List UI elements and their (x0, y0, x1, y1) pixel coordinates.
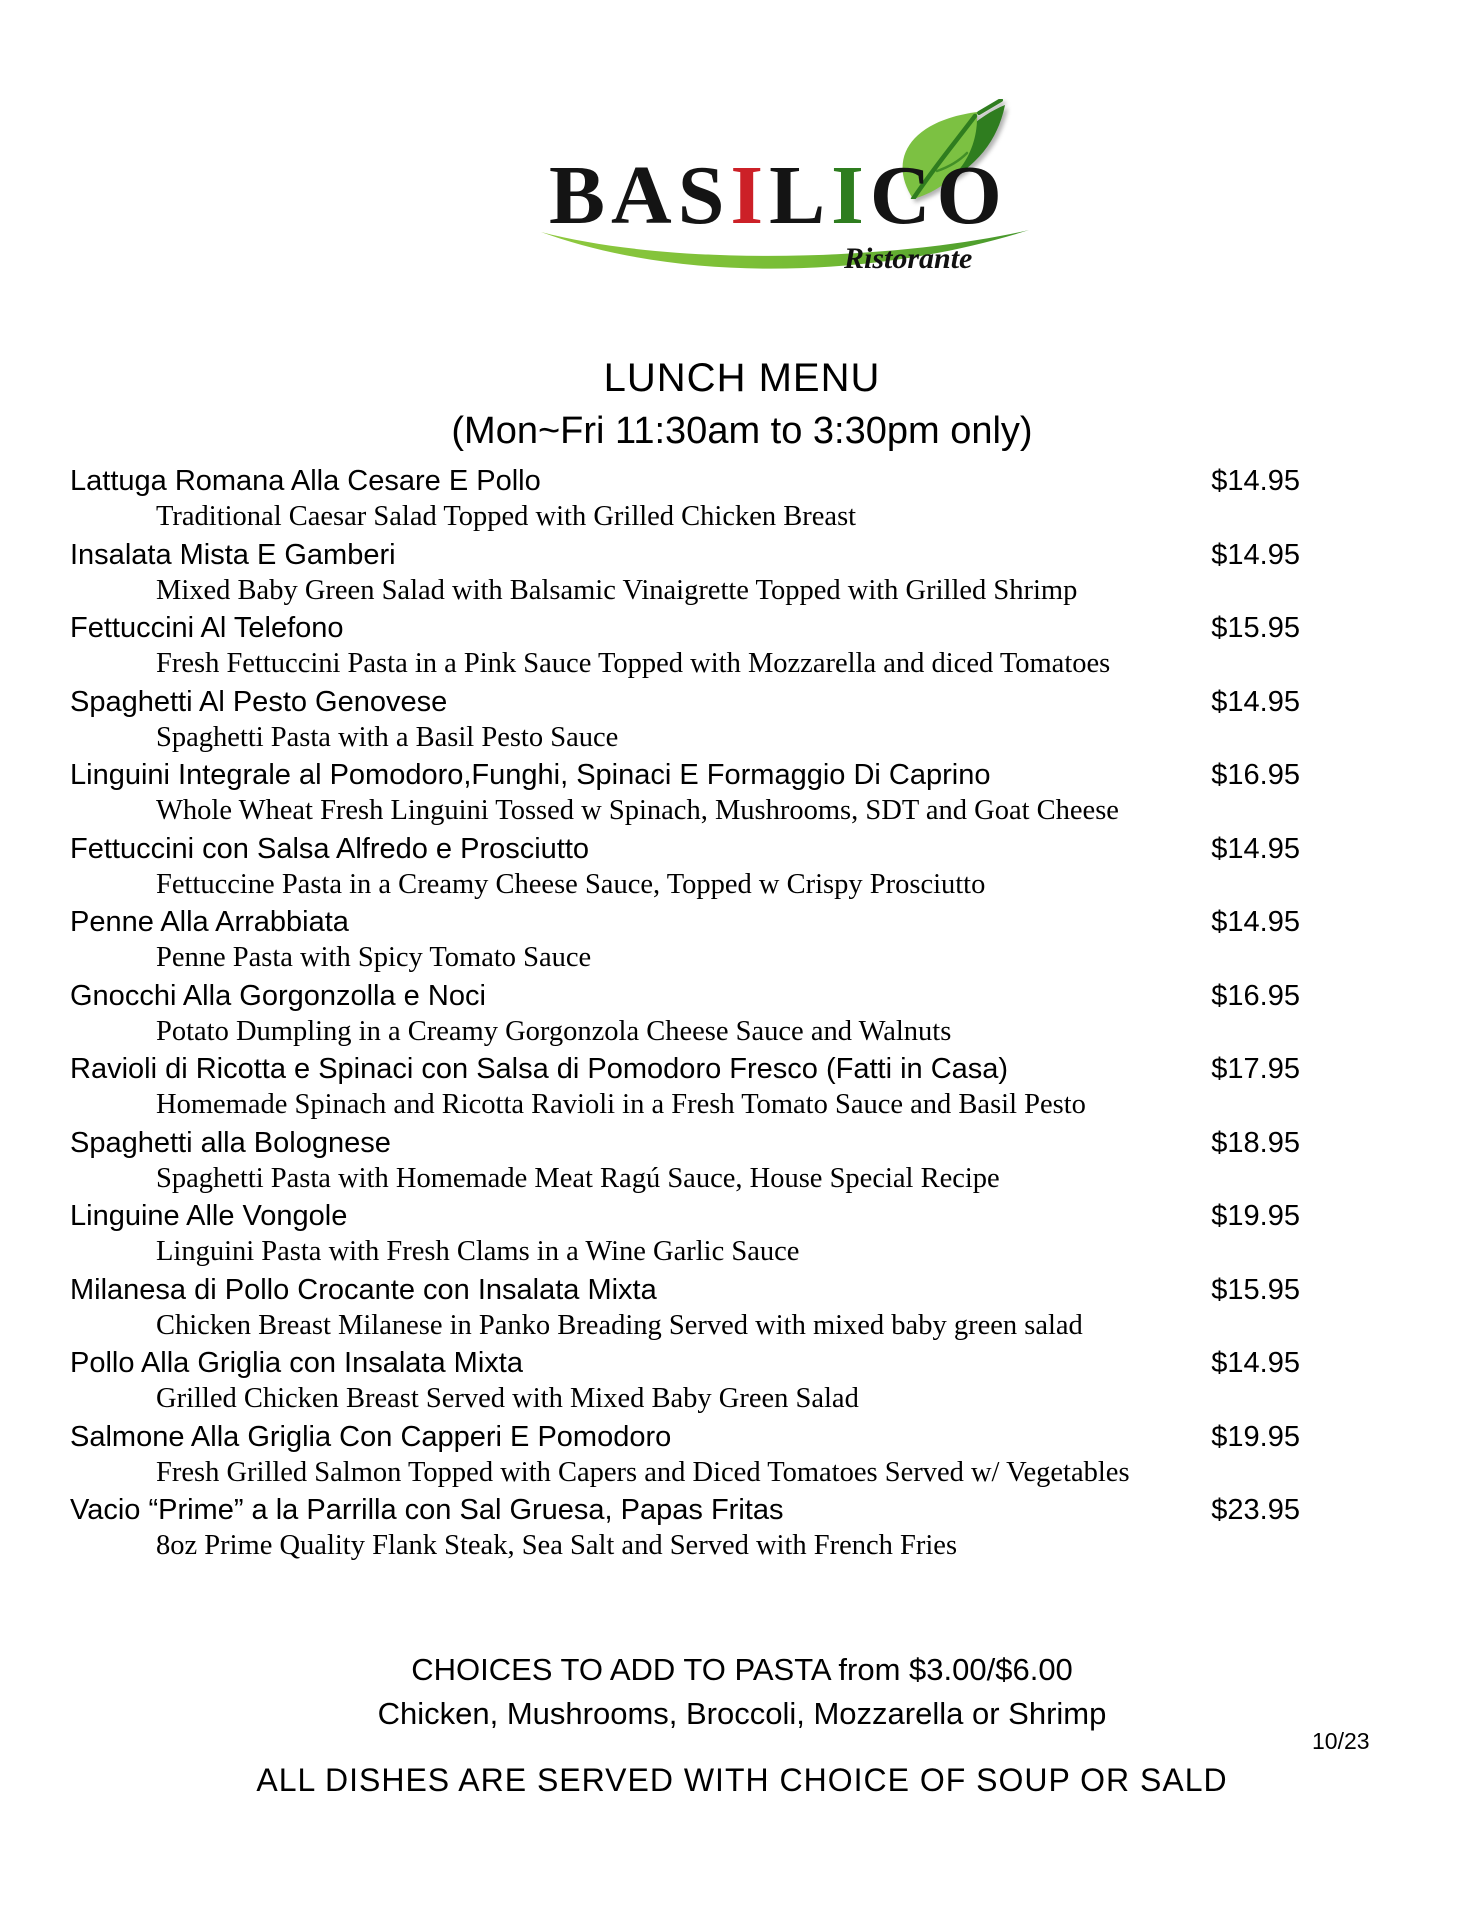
menu-item-description: Chicken Breast Milanese in Panko Breading Served with mixed baby green salad (156, 1309, 1083, 1341)
menu-item-name: Spaghetti alla Bolognese (70, 1126, 391, 1159)
brand-segment: L (769, 149, 832, 242)
logo-tagline: Ristorante (844, 242, 973, 275)
menu-item-description: Spaghetti Pasta with Homemade Meat Ragú Sauce, House Special Recipe (156, 1162, 1000, 1194)
menu-item-description: Fresh Grilled Salmon Topped with Capers and Diced Tomatoes Served w/ Vegetables (156, 1456, 1130, 1488)
menu-item (70, 832, 1300, 906)
menu-item-name: Fettuccini con Salsa Alfredo e Prosciutto (70, 832, 590, 865)
menu-item-description: Potato Dumpling in a Creamy Gorgonzola Cheese Sauce and Walnuts (156, 1015, 952, 1047)
menu-item-row (70, 1052, 1300, 1086)
pasta-addons-options: Chicken, Mushrooms, Broccoli, Mozzarella or Shrimp (377, 1696, 1107, 1731)
menu-item (70, 1126, 1300, 1200)
menu-item-name: Lattuga Romana Alla Cesare E Pollo (70, 465, 541, 497)
menu-item-row (70, 1273, 1300, 1307)
menu-item-description: Spaghetti Pasta with a Basil Pesto Sauce (156, 721, 619, 753)
menu-item (70, 1052, 1300, 1126)
menu-item-description: Linguini Pasta with Fresh Clams in a Wine Garlic Sauce (156, 1236, 800, 1267)
menu-item-description: Traditional Caesar Salad Topped with Grilled Chicken Breast (156, 501, 857, 532)
menu-item-price: $14.95 (1211, 832, 1300, 865)
menu-item-name: Milanesa di Pollo Crocante con Insalata Mixta (70, 1273, 657, 1306)
brand-wordmark (549, 149, 1008, 242)
menu-item-row (70, 905, 1300, 939)
menu-item (70, 979, 1300, 1053)
menu-item-row (70, 538, 1300, 572)
menu-item-name: Spaghetti Al Pesto Genovese (70, 685, 448, 718)
pasta-addons-title: CHOICES TO ADD TO PASTA from $3.00/$6.00 (411, 1652, 1073, 1687)
menu-item-name: Insalata Mista E Gamberi (70, 538, 396, 571)
brand-segment: BAS (549, 149, 731, 242)
menu-item (70, 538, 1300, 612)
menu-item-name: Penne Alla Arrabbiata (70, 906, 349, 938)
brand-segment-green-i: I (831, 149, 870, 242)
menu-item-price: $15.95 (1211, 1273, 1300, 1306)
menu-item-name: Gnocchi Alla Gorgonzolla e Noci (70, 979, 486, 1012)
menu-item-name: Linguine Alle Vongole (70, 1200, 348, 1232)
menu-item (70, 1493, 1300, 1567)
menu-item-price: $16.95 (1211, 759, 1300, 791)
page-subtitle: (Mon~Fri 11:30am to 3:30pm only) (451, 410, 1033, 452)
menu-item (70, 758, 1300, 832)
menu-item (70, 611, 1300, 685)
brand-segment: CO (869, 149, 1008, 242)
basilico-logo (549, 100, 1021, 285)
menu-item-row (70, 1346, 1300, 1380)
menu-item-price: $19.95 (1211, 1200, 1300, 1232)
menu-item-row (70, 611, 1300, 645)
menu-item-name: Linguini Integrale al Pomodoro,Funghi, Spinaci E Formaggio Di Caprino (70, 759, 991, 791)
page-title: LUNCH MENU (603, 356, 881, 400)
menu-item-row (70, 979, 1300, 1013)
menu-item-name: Pollo Alla Griglia con Insalata Mixta (70, 1347, 523, 1379)
menu-item-row (70, 1126, 1300, 1160)
menu-item (70, 1420, 1300, 1494)
menu-item (70, 1273, 1300, 1347)
menu-item-price: $14.95 (1211, 465, 1300, 497)
menu-item-row (70, 464, 1300, 498)
menu-item-description: Grilled Chicken Breast Served with Mixed Baby Green Salad (156, 1383, 859, 1414)
menu-item-price: $14.95 (1211, 538, 1300, 571)
brand-segment-red-i: I (730, 149, 770, 242)
menu-item-price: $15.95 (1211, 612, 1300, 644)
menu-item-name: Fettuccini Al Telefono (70, 612, 344, 644)
menu-item-price: $16.95 (1211, 979, 1300, 1012)
menu-item (70, 1346, 1300, 1420)
menu-item-description: Whole Wheat Fresh Linguini Tossed w Spinach, Mushrooms, SDT and Goat Cheese (156, 795, 1119, 826)
menu-item-price: $23.95 (1211, 1494, 1300, 1526)
menu-item (70, 685, 1300, 759)
menu-item-price: $19.95 (1211, 1420, 1300, 1453)
menu-item-name: Ravioli di Ricotta e Spinaci con Salsa di Pomodoro Fresco (Fatti in Casa) (70, 1053, 1009, 1085)
menu-item-row (70, 685, 1300, 719)
menu-item-row (70, 1420, 1300, 1454)
menu-item-description: Homemade Spinach and Ricotta Ravioli in a Fresh Tomato Sauce and Basil Pesto (156, 1089, 1086, 1120)
menu-item-price: $18.95 (1211, 1126, 1300, 1159)
menu-item-description: Penne Pasta with Spicy Tomato Sauce (156, 942, 592, 973)
menu-item-row (70, 1199, 1300, 1233)
menu-item-name: Salmone Alla Griglia Con Capperi E Pomodoro (70, 1420, 672, 1453)
menu-item-description: Mixed Baby Green Salad with Balsamic Vinaigrette Topped with Grilled Shrimp (156, 574, 1078, 606)
menu-item (70, 905, 1300, 979)
menu-item-description: Fresh Fettuccini Pasta in a Pink Sauce Topped with Mozzarella and diced Tomatoes (156, 648, 1111, 679)
revision-date: 10/23 (1312, 1728, 1370, 1754)
menu-list (70, 464, 1300, 1567)
menu-item-row (70, 832, 1300, 866)
menu-item-row (70, 1493, 1300, 1527)
menu-item-price: $14.95 (1211, 906, 1300, 938)
menu-item (70, 1199, 1300, 1273)
menu-item-price: $14.95 (1211, 1347, 1300, 1379)
menu-item-name: Vacio “Prime” a la Parrilla con Sal Gruesa, Papas Fritas (70, 1494, 784, 1526)
menu-item-description: Fettuccine Pasta in a Creamy Cheese Sauce, Topped w Crispy Prosciutto (156, 868, 986, 900)
menu-item-row (70, 758, 1300, 792)
service-note: ALL DISHES ARE SERVED WITH CHOICE OF SOUP OR SALD (256, 1762, 1228, 1798)
menu-item-price: $14.95 (1211, 685, 1300, 718)
menu-item-description: 8oz Prime Quality Flank Steak, Sea Salt and Served with French Fries (156, 1530, 958, 1561)
menu-item-price: $17.95 (1211, 1053, 1300, 1085)
menu-item (70, 464, 1300, 538)
